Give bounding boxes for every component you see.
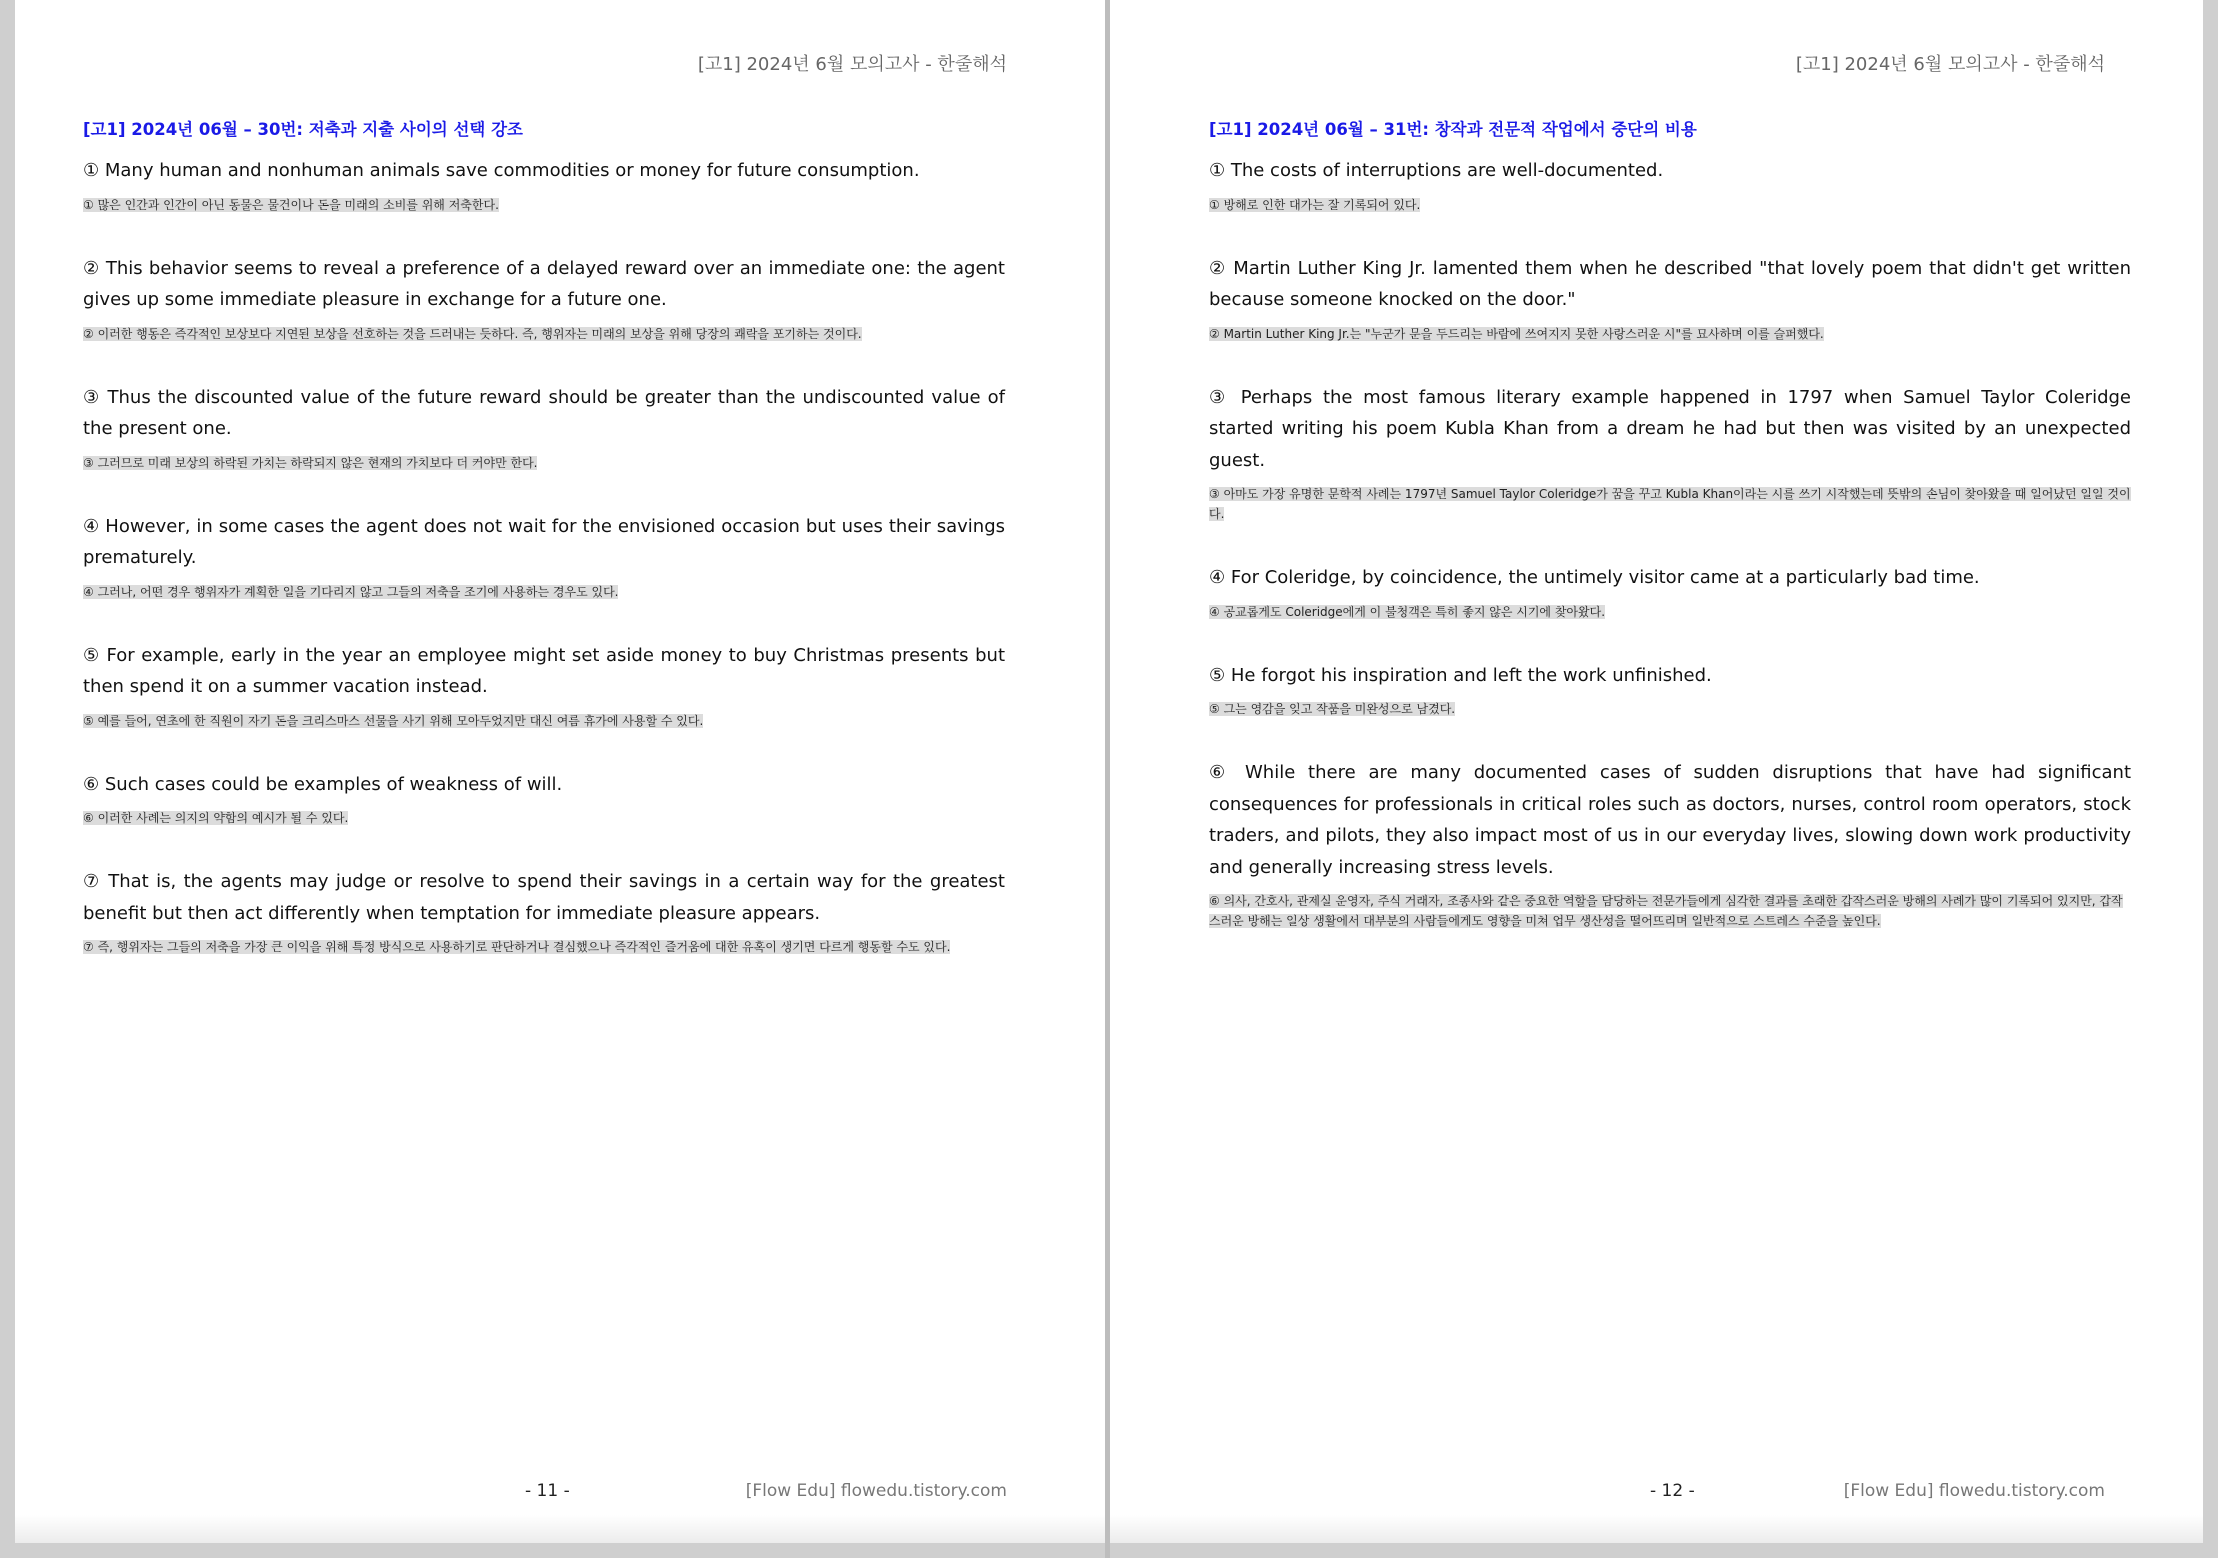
sentence-item-3 [83, 382, 1005, 473]
korean-translation: ③ 그러므로 미래 보상의 하락된 가치는 하락되지 않은 현재의 가치보다 더 커야만 한다. [83, 455, 538, 470]
page-number: - 12 - [1650, 1481, 1695, 1501]
sentence-item-2 [83, 253, 1005, 344]
english-sentence: ① The costs of interruptions are well-documented. [1209, 160, 1664, 181]
english-sentence: ⑥ While there are many documented cases of sudden disruptions that have had significant consequences for professionals in critical roles such as doctors, nurses, control room operators, stock traders, and pilots, they also impact most of us in our everyday lives, slowing down work productivity and generally increasing stress levels. [1209, 762, 2131, 878]
korean-translation: ① 많은 인간과 인간이 아닌 동물은 물건이나 돈을 미래의 소비를 위해 저축한다. [83, 197, 499, 212]
korean-translation: ⑦ 즉, 행위자는 그들의 저축을 가장 큰 이익을 위해 특정 방식으로 사용하기로 판단하거나 결심했으나 즉각적인 즐거움에 대한 유혹이 생기면 다르게 행동할 수도 있다. [83, 940, 951, 954]
english-sentence: ③ Thus the discounted value of the future reward should be greater than the undiscounted value of the present one. [83, 386, 1005, 439]
english-sentence: ④ For Coleridge, by coincidence, the untimely visitor came at a particularly bad time. [1209, 567, 1980, 588]
korean-translation: ④ 그러나, 어떤 경우 행위자가 계획한 일을 기다리지 않고 그들의 저축을 조기에 사용하는 경우도 있다. [83, 584, 619, 599]
english-sentence: ⑦ That is, the agents may judge or resolve to spend their savings in a certain way for the greatest benefit but then act differently when temptation for immediate pleasure appears. [83, 871, 1005, 924]
korean-translation: ④ 공교롭게도 Coleridge에게 이 불청객은 특히 좋지 않은 시기에 찾아왔다. [1209, 604, 1606, 619]
sentence-item-5 [1209, 660, 2131, 720]
sentence-item-5 [83, 640, 1005, 731]
sentence-item-4 [1209, 562, 2131, 622]
korean-translation: ⑥ 이러한 사례는 의지의 약함의 예시가 될 수 있다. [83, 811, 349, 825]
english-sentence: ⑥ Such cases could be examples of weakness of will. [83, 773, 563, 795]
korean-translation: ⑥ 의사, 간호사, 관제실 운영자, 주식 거래자, 조종사와 같은 중요한 역할을 담당하는 전문가들에게 심각한 결과를 초래한 갑작스러운 방해의 사례가 많이 기록되어 있지만, 갑작스러운 방해는 일상 생활에서 대부분의 사람들에게도 영향을 미쳐 업무 생산성을 떨어뜨리며 일반적으로 스트레스 수준을 높인다. [1209, 894, 2123, 928]
footer-brand: [Flow Edu] flowedu.tistory.com [1843, 1481, 2105, 1501]
english-sentence: ② Martin Luther King Jr. lamented them when he described "that lovely poem that didn't get written because someone knocked on the door." [1209, 257, 2131, 310]
sentence-item-3 [1209, 382, 2131, 525]
korean-translation: ② 이러한 행동은 즉각적인 보상보다 지연된 보상을 선호하는 것을 드러내는 듯하다. 즉, 행위자는 미래의 보상을 위해 당장의 쾌락을 포기하는 것이다. [83, 326, 862, 341]
english-sentence: ⑤ He forgot his inspiration and left the work unfinished. [1209, 664, 1712, 686]
sentence-item-1 [83, 155, 1005, 215]
sentence-item-6 [83, 769, 1005, 829]
footer-brand: [Flow Edu] flowedu.tistory.com [745, 1481, 1007, 1501]
english-sentence: ⑤ For example, early in the year an employee might set aside money to buy Christmas presents but then spend it on a summer vacation instead. [83, 644, 1005, 697]
document-page-11 [15, 0, 1105, 1543]
english-sentence: ④ However, in some cases the agent does not wait for the envisioned occasion but uses their savings prematurely. [83, 515, 1005, 568]
page-number: - 11 - [525, 1481, 570, 1501]
section-title: [고1] 2024년 06월 – 30번: 저축과 지출 사이의 선택 강조 [83, 120, 523, 139]
sentence-item-2 [1209, 253, 2131, 344]
korean-translation: ③ 아마도 가장 유명한 문학적 사례는 1797년 Samuel Taylor Coleridge가 꿈을 꾸고 Kubla Khan이라는 시를 쓰기 시작했는데 뜻밖의 손님이 찾아왔을 때 일어났던 일일 것이다. [1209, 487, 2131, 521]
page-content [1209, 117, 2131, 969]
page-header: [고1] 2024년 6월 모의고사 - 한줄해석 [1795, 54, 2105, 75]
section-title: [고1] 2024년 06월 – 31번: 창작과 전문적 작업에서 중단의 비용 [1209, 120, 1697, 139]
sentence-item-7 [83, 866, 1005, 957]
page-header: [고1] 2024년 6월 모의고사 - 한줄해석 [697, 54, 1007, 75]
korean-translation: ① 방해로 인한 대가는 잘 기록되어 있다. [1209, 197, 1421, 212]
english-sentence: ③ Perhaps the most famous literary example happened in 1797 when Samuel Taylor Coleridge started writing his poem Kubla Khan from a dream he had but then was visited by an unexpected guest. [1209, 386, 2131, 471]
sentence-item-4 [83, 511, 1005, 602]
korean-translation: ⑤ 그는 영감을 잊고 작품을 미완성으로 남겼다. [1209, 702, 1456, 716]
korean-translation: ⑤ 예를 들어, 연초에 한 직원이 자기 돈을 크리스마스 선물을 사기 위해 모아두었지만 대신 여름 휴가에 사용할 수 있다. [83, 713, 704, 728]
english-sentence: ② This behavior seems to reveal a preference of a delayed reward over an immediate one: the agent gives up some immediate pleasure in exchange for a future one. [83, 257, 1005, 310]
english-sentence: ① Many human and nonhuman animals save commodities or money for future consumption. [83, 160, 920, 181]
korean-translation: ② Martin Luther King Jr.는 "누군가 문을 두드리는 바람에 쓰여지지 못한 사랑스러운 시"를 묘사하며 이를 슬퍼했다. [1209, 326, 1824, 341]
document-page-12 [1110, 0, 2203, 1543]
sentence-item-1 [1209, 155, 2131, 215]
page-content [83, 117, 1005, 995]
sentence-item-6 [1209, 757, 2131, 931]
